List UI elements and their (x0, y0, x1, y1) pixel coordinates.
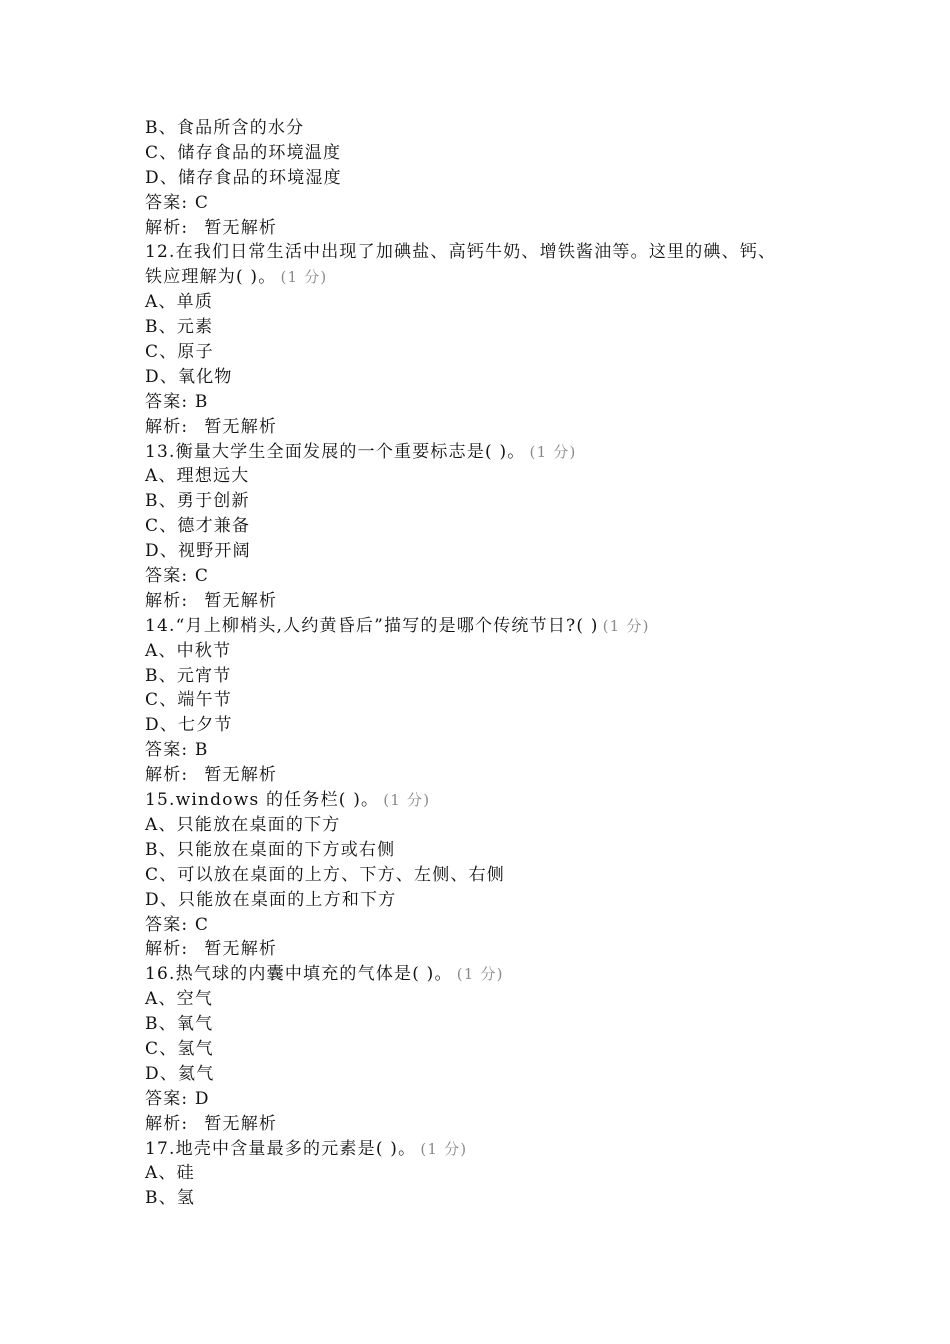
answer: 答案: C (145, 566, 210, 587)
option-d: D、储存食品的环境湿度 (145, 167, 342, 188)
option-b: B、元素 (145, 317, 214, 338)
analysis-label: 解析: (145, 590, 189, 611)
option-d: D、只能放在桌面的上方和下方 (145, 889, 397, 910)
score-label: (1 分) (456, 965, 504, 984)
question-stem-continued (145, 265, 825, 290)
answer: 答案: B (145, 740, 209, 761)
score-label: (1 分) (420, 1139, 468, 1158)
option-c: C、原子 (145, 342, 214, 363)
analysis-label: 解析: (145, 416, 189, 437)
analysis (145, 415, 825, 440)
question-stem (145, 788, 825, 813)
analysis-text: 暂无解析 (204, 765, 278, 786)
analysis-text: 暂无解析 (204, 217, 278, 238)
option-c: C、德才兼备 (145, 516, 251, 537)
analysis (145, 589, 825, 614)
option-b: B、食品所含的水分 (145, 118, 305, 138)
option-d: D、七夕节 (145, 715, 233, 736)
option-b: B、氧气 (145, 1014, 214, 1035)
question-stem-text: 15.windows 的任务栏( )。 (145, 790, 380, 811)
score-label: (1 分) (602, 616, 650, 635)
answer: 答案: C (145, 914, 210, 935)
option-a: A、单质 (145, 292, 214, 313)
question-stem-text: 17.地壳中含量最多的元素是( )。 (145, 1138, 417, 1159)
option-d: D、氧化物 (145, 366, 233, 387)
question-stem (145, 1137, 825, 1162)
analysis-label: 解析: (145, 217, 189, 238)
option-a: A、理想远大 (145, 466, 250, 487)
question-stem (145, 962, 825, 987)
question-stem (145, 440, 825, 465)
score-label: (1 分) (383, 791, 431, 810)
analysis-text: 暂无解析 (204, 416, 278, 437)
analysis-label: 解析: (145, 939, 189, 960)
analysis-text: 暂无解析 (204, 590, 278, 611)
question-stem (145, 614, 825, 639)
option-a: A、只能放在桌面的下方 (145, 814, 341, 835)
option-c: C、可以放在桌面的上方、下方、左侧、右侧 (145, 864, 506, 885)
answer: 答案: D (145, 1088, 210, 1109)
score-label: (1 分) (280, 268, 328, 287)
option-a: A、中秋节 (145, 640, 232, 661)
option-d: D、视野开阔 (145, 541, 251, 562)
option-b: B、只能放在桌面的下方或右侧 (145, 839, 396, 860)
option-b: B、元宵节 (145, 665, 232, 686)
option-c: C、端午节 (145, 690, 233, 711)
analysis (145, 937, 825, 962)
question-stem-text: 14.“月上柳梢头,人约黄昏后”描写的是哪个传统节日?( ) (145, 615, 599, 636)
question-stem: 12.在我们日常生活中出现了加碘盐、高钙牛奶、增铁酱油等。这里的碘、钙、 (145, 242, 777, 263)
question-stem-text: 铁应理解为( )。 (145, 267, 277, 288)
option-c: C、储存食品的环境温度 (145, 142, 342, 163)
document-page (145, 116, 825, 1211)
analysis (145, 1112, 825, 1137)
option-b: B、氢 (145, 1188, 196, 1209)
option-a: A、硅 (145, 1163, 195, 1184)
score-label: (1 分) (529, 442, 577, 461)
analysis (145, 763, 825, 788)
question-stem-text: 16.热气球的内囊中填充的气体是( )。 (145, 964, 453, 985)
option-a: A、空气 (145, 989, 214, 1010)
analysis-text: 暂无解析 (204, 1113, 278, 1134)
analysis-text: 暂无解析 (204, 939, 278, 960)
analysis-label: 解析: (145, 1113, 189, 1134)
analysis (145, 216, 825, 241)
analysis-label: 解析: (145, 765, 189, 786)
option-b: B、勇于创新 (145, 491, 250, 512)
option-c: C、氢气 (145, 1038, 214, 1059)
answer: 答案: C (145, 192, 210, 213)
answer: 答案: B (145, 391, 209, 412)
option-d: D、氦气 (145, 1063, 215, 1084)
question-stem-text: 13.衡量大学生全面发展的一个重要标志是( )。 (145, 441, 526, 462)
